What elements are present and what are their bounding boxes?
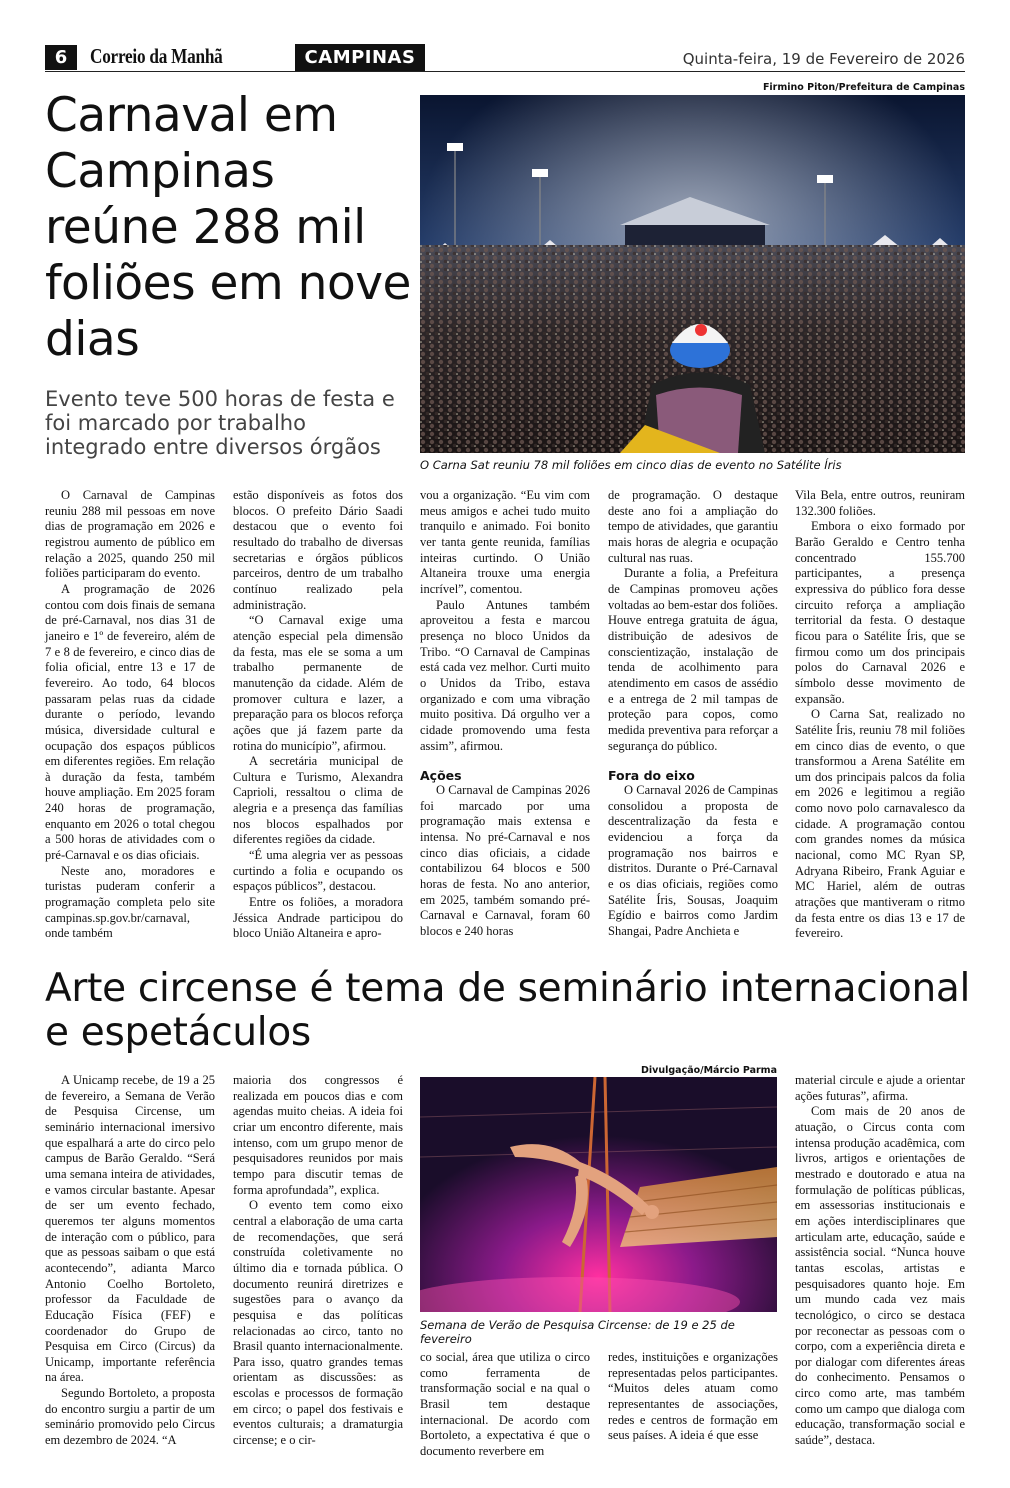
paragraph: Com mais de 20 anos de atuação, o Circus conta com intensa produção acadêmica, com livros, artigos e orientações de mestrado e doutorado e atua na formulação de políticas públicas, em assessorias institucionais e em ações interdisciplinares que articulam arte, educação, saúde e assistência social. “Nunca houve tantas escolas, artistas e pesquisadores quanto hoje. Em um mundo cada vez mais tecnológico, o circo se destaca por reconectar as pessoas com o corpo, com a experiência direta e por dialogar com diferentes áreas do conhecimento. Pensamos o circo como arte, mas também como um campo que dialoga com educação, transformação social e saúde”, destaca. [795,1104,965,1448]
page-number: 6 [45,45,77,70]
circus-aerialist-photo [420,1077,777,1312]
carnival-crowd-photo [420,95,965,453]
paragraph: Entre os foliões, a moradora Jéssica Andrade participou do bloco União Altaneira e apro- [233,895,403,941]
paragraph: Neste ano, moradores e turistas puderam conferir a programação completa pelo site campinas.sp.gov.br/carnaval, onde também [45,863,215,941]
paragraph: Paulo Antunes também aproveitou a festa e marcou presença no bloco Unidos da Tribo. “O Carnaval de Campinas está cada vez melhor. Curti muito o Unidos da Tribo, estava organizado e com uma vibração muito positiva. Dá orgulho ver a cidade promovendo uma festa assim”, afirmou. [420,597,590,753]
subheading-fora-do-eixo: Fora do eixo [608,768,695,784]
paragraph: “É uma alegria ver as pessoas curtindo a folia e ocupando os espaços públicos”, destacou. [233,848,403,894]
paragraph: O evento tem como eixo central a elaboração de uma carta de recomendações, que será construída coletivamente no último dia e tornada pública. O documento reunirá diretrizes e sugestões para o avanço da pesquisa e das políticas relacionadas ao circo, tanto no Brasil quanto internacionalmente. Para isso, quatro grandes temas orientam as discussões: as escolas e processos de formação em circo; o papel dos festivais e eventos culturais; a dramaturgia circense; e o cir- [233,1198,403,1448]
subheading-acoes: Ações [420,768,462,784]
paragraph: O Carnaval 2026 de Campinas consolidou a proposta de descentralização da festa e evidenciou a força da programação nos bairros e distritos. Durante o Pré-Carnaval e os dias oficiais, regiões como Satélite Íris, Sousas, Joaquim Egídio e bairros como Jardim Shangai, Padre Anchieta e [608,783,778,939]
article1-column-3 [420,488,590,940]
article2-column-3 [420,1350,590,1460]
paragraph: A programação de 2026 contou com dois finais de semana de pré-Carnaval, nos dias 31 de janeiro e 1º de fevereiro, além de 7 e 8 de fevereiro, e cinco dias de folia oficial, entre 13 e 17 de fevereiro. Ao todo, 64 blocos passaram pelas ruas da cidade durante o período, levando música, diversidade cultural e ocupação dos espaços públicos em diferentes regiões. Em relação à duração da festa, também houve ampliação. Em 2025 foram 240 horas de programação, enquanto em 2026 o total chegou a 500 horas de atividades com o pré-Carnaval e os dias oficiais. [45,581,215,863]
article2-column-2 [233,1073,403,1449]
article2-photo-credit: Divulgação/Márcio Parma [641,1065,777,1076]
paragraph: material circule e ajude a orientar ações futuras”, afirma. [795,1073,965,1103]
article2-column-5 [795,1073,965,1449]
paragraph: redes, instituições e organizações representadas pelos participantes. “Muitos deles atuam como representantes de associações, redes e centros de formação em seus países. A ideia é que esse [608,1350,778,1443]
article1-column-1 [45,488,215,942]
article1-column-4 [608,488,778,940]
article2-column-4 [608,1350,778,1444]
paragraph: “O Carnaval exige uma atenção especial pela dimensão da festa, mas ele se soma a um trabalho permanente de manutenção da cidade. Além de promover cultura e lazer, a preparação para os blocos reforça ações que já fazem parte da rotina do município”, afirmou. [233,613,403,753]
masthead-logo: Correio da Manhã [90,44,223,68]
paragraph: Durante a folia, a Prefeitura de Campinas promoveu ações voltadas ao bem-estar dos foliões. Houve entrega gratuita de água, distribuição de adesivos de conscientização, instalação de tenda de acolhimento para atendimento em casos de assédio e a entrega de 2 mil tampas de proteção para copos, como medida preventiva para reforçar a segurança do público. [608,566,778,753]
header-rule [45,71,965,72]
article1-headline: Carnaval em Campinas reúne 288 mil foliões em nove dias [45,88,411,367]
paragraph: maioria dos congressos é realizada em poucos dias e com agendas muito cheias. A ideia foi criar um encontro diferente, mais intenso, com um grupo menor de pesquisadores reunidos por mais tempo para discutir temas de forma aprofundada”, explica. [233,1073,403,1197]
paragraph: O Carnaval de Campinas 2026 foi marcado por uma programação mais extensa e intensa. No pré-Carnaval e nos cinco dias oficiais, a cidade contabilizou 64 blocos e 500 horas de festa. No ano anterior, em 2025, também somando pré-Carnaval e Carnaval, foram 60 blocos e 240 horas [420,783,590,939]
paragraph: O Carnaval de Campinas reuniu 288 mil pessoas em nove dias de programação em 2026 e registrou aumento de público em relação a 2025, quando 250 mil foliões participaram do evento. [45,488,215,581]
paragraph: O Carna Sat, realizado no Satélite Íris, reuniu 78 mil foliões em cinco dias de evento, o que transformou a Arena Satélite em um dos principais palcos da folia em 2026 e legitimou a região como novo polo carnavalesco da cidade. A programação contou com grandes nomes da música nacional, como MC Ryan SP, Adryana Ribeiro, Frank Aguiar e MC Hariel, além de outras atrações que mantiveram o ritmo da festa entre os dias 13 e 17 de fevereiro. [795,707,965,941]
paragraph: estão disponíveis as fotos dos blocos. O prefeito Dário Saadi destacou que o evento foi resultado do trabalho de diversas secretarias e órgãos públicos parceiros, dentro de um trabalho contínuo realizado pela administração. [233,488,403,612]
paragraph: Vila Bela, entre outros, reuniram 132.300 foliões. [795,488,965,518]
article1-photo-caption: O Carna Sat reuniu 78 mil foliões em cinco dias de evento no Satélite Íris [420,458,842,472]
paragraph: co social, área que utiliza o circo como ferramenta de transformação social e na qual o Brasil tem destaque internacional. De acordo com Bortoleto, a expectativa é que o documento reverbere em [420,1350,590,1458]
paragraph: A secretária municipal de Cultura e Turismo, Alexandra Caprioli, ressaltou o clima de alegria e a presença das famílias nos blocos espalhados por diferentes regiões da cidade. [233,754,403,847]
article1-column-5 [795,488,965,942]
article2-photo-caption: Semana de Verão de Pesquisa Circense: de 19 e 25 de fevereiro [420,1318,735,1346]
paragraph: Embora o eixo formado por Barão Geraldo e Centro tenha concentrado 155.700 participantes, a presença expressiva do público fora desse circuito reforça a ampliação territorial da festa. O destaque ficou para o Satélite Íris, que se firmou como um dos principais polos do Carnaval 2026 e símbolo desse movimento de expansão. [795,519,965,706]
article2-column-1 [45,1073,215,1449]
paragraph: A Unicamp recebe, de 19 a 25 de fevereiro, a Semana de Verão de Pesquisa Circense, um seminário internacional imersivo que espalhará a arte do circo pelo campus de Barão Geraldo. “Será uma semana inteira de atividades, e vamos circular bastante. Apesar de ser um evento fechado, queremos ter alguns momentos de interação com o público, para que as pessoas saibam o que está acontecendo”, adianta Marco Antonio Coelho Bortoleto, professor da Faculdade de Educação Física (FEF) e coordenador do Grupo de Pesquisa em Circo (Circus) da Unicamp, importante referência na área. [45,1073,215,1385]
paragraph: vou a organização. “Eu vim com meus amigos e achei tudo muito tranquilo e animado. Foi bonito ver tanta gente reunida, famílias inteiras curtindo. O União Altaneira trouxe uma energia incrível”, comentou. [420,488,590,596]
article1-column-2 [233,488,403,942]
paragraph: de programação. O destaque deste ano foi a ampliação do tempo de atividades, que garantiu mais horas de alegria e ocupação cultural nas ruas. [608,488,778,565]
section-label: CAMPINAS [295,44,425,71]
article2-headline: Arte circense é tema de seminário internacional e espetáculos [45,966,971,1055]
article1-photo-credit: Firmino Piton/Prefeitura de Campinas [762,82,965,93]
article1-deck: Evento teve 500 horas de festa e foi marcado por trabalho integrado entre diversos órgãos [45,387,395,459]
paragraph: Segundo Bortoleto, a proposta do encontro surgiu a partir de um seminário promovido pelo Circus em dezembro de 2024. “A [45,1386,215,1448]
page-date: Quinta-feira, 19 de Fevereiro de 2026 [682,50,965,68]
